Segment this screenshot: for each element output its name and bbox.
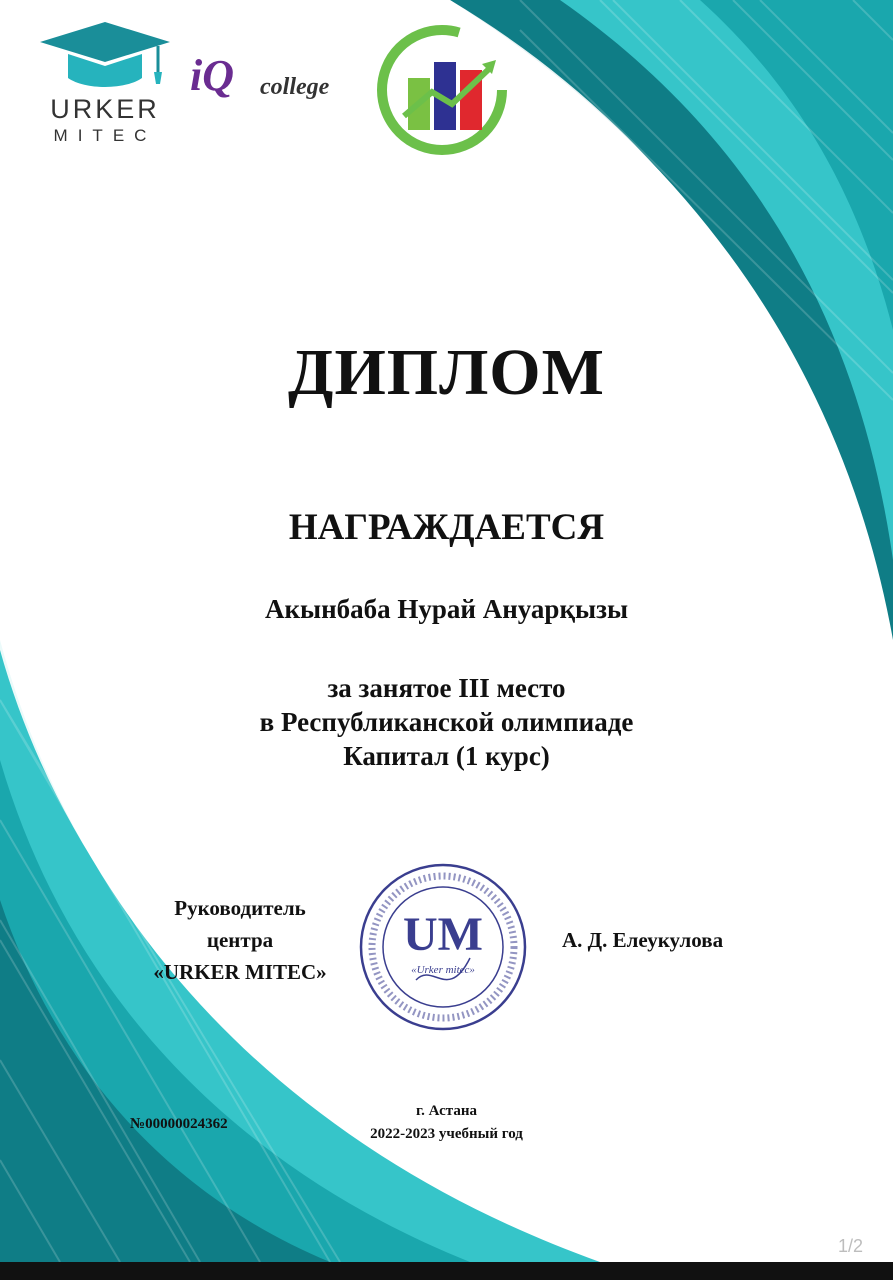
reason-line: за занятое III место xyxy=(327,673,566,703)
iq-college-logo xyxy=(188,40,358,110)
viewer-bottom-bar xyxy=(0,1262,893,1280)
stamp-initials: UM xyxy=(403,908,483,961)
issue-city: г. Астана xyxy=(416,1103,477,1119)
iq-logo-word: college xyxy=(260,74,330,100)
iq-logo-mark: iQ xyxy=(190,51,234,100)
reason-line: в Республиканской олимпиаде xyxy=(259,707,634,737)
urker-logo-line2: MITEC xyxy=(53,126,157,145)
awarded-heading: НАГРАЖДАЕТСЯ xyxy=(288,507,605,548)
diploma-title: ДИПЛОМ xyxy=(288,336,605,409)
recipient-name: Акынбаба Нурай Ануарқызы xyxy=(264,594,629,624)
stamp-subtitle: «Urker mitec» xyxy=(411,964,475,976)
academic-year: 2022-2023 учебный год xyxy=(370,1126,523,1142)
signatory-name: А. Д. Елеукулова xyxy=(562,928,724,952)
signatory-role-line: центра xyxy=(206,928,274,952)
page-indicator: 1/2 xyxy=(837,1236,863,1256)
growth-chart-logo-icon xyxy=(372,20,512,160)
reason-line: Капитал (1 курс) xyxy=(343,741,550,771)
official-stamp xyxy=(358,862,528,1032)
signatory-role-line: «URKER MITEC» xyxy=(153,960,327,984)
urker-logo-line1: URKER xyxy=(50,94,160,124)
urker-mitec-logo xyxy=(30,18,180,148)
graduation-cap-icon xyxy=(30,18,180,94)
diploma-number: №00000024362 xyxy=(130,1116,228,1132)
signatory-role-line: Руководитель xyxy=(174,896,306,920)
